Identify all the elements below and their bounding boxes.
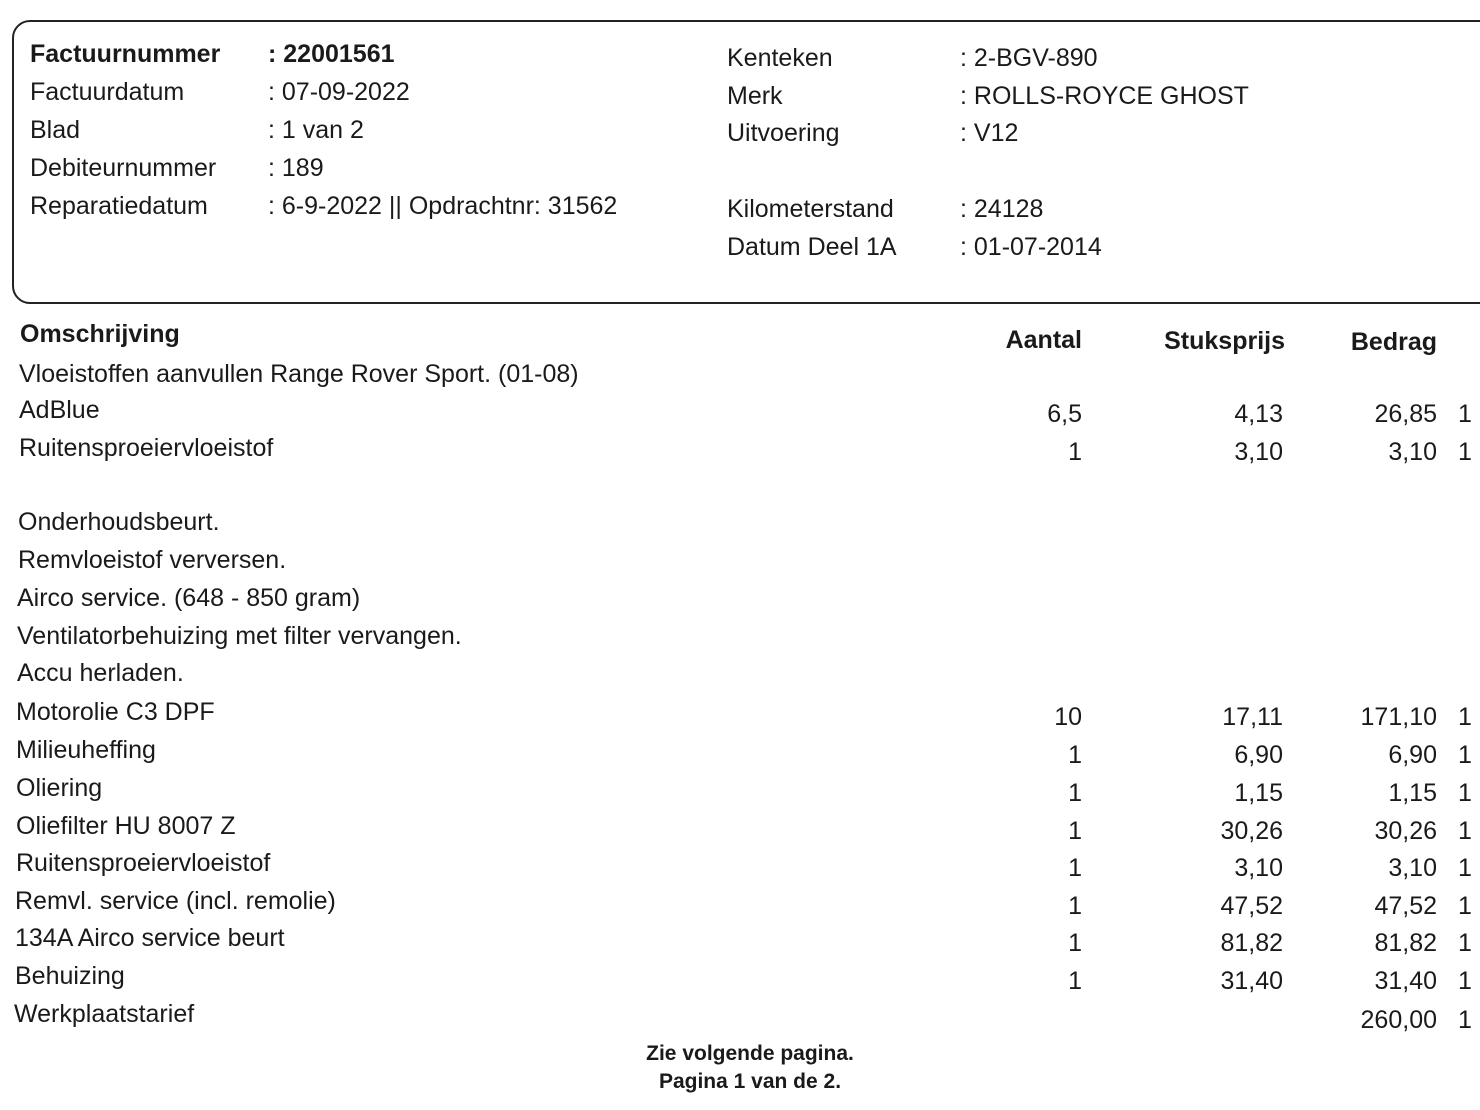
sheet-value: : 1 van 2 — [268, 116, 364, 144]
row-unit-price: 31,40 — [1220, 967, 1283, 995]
row-amount: 81,82 — [1374, 929, 1437, 957]
row-code: 1 — [1458, 817, 1472, 845]
table-row — [0, 584, 1480, 622]
row-description: Oliefilter HU 8007 Z — [16, 812, 236, 840]
table-row — [0, 887, 1480, 925]
table-row — [0, 622, 1480, 660]
brand-label: Merk — [727, 82, 783, 110]
table-row — [0, 849, 1480, 887]
row-description: Airco service. (648 - 850 gram) — [17, 584, 361, 612]
column-header-amount: Bedrag — [1350, 328, 1437, 356]
row-quantity: 6,5 — [1047, 400, 1082, 428]
registration-date-label: Datum Deel 1A — [727, 233, 897, 261]
column-header-quantity: Aantal — [1005, 326, 1082, 354]
debtor-number-label: Debiteurnummer — [30, 154, 217, 182]
row-amount: 47,52 — [1374, 892, 1437, 920]
invoice-number-value: : 22001561 — [268, 40, 395, 68]
row-amount: 1,15 — [1388, 779, 1437, 807]
row-unit-price: 6,90 — [1234, 741, 1283, 769]
row-quantity: 1 — [1068, 967, 1082, 995]
row-amount: 171,10 — [1360, 703, 1437, 731]
row-unit-price: 81,82 — [1220, 929, 1283, 957]
next-page-notice: Zie volgende pagina. — [646, 1042, 854, 1065]
invoice-date-value: : 07-09-2022 — [268, 78, 410, 106]
table-row — [0, 508, 1480, 546]
row-amount: 6,90 — [1388, 741, 1437, 769]
row-code: 1 — [1458, 929, 1472, 957]
row-amount: 3,10 — [1388, 854, 1437, 882]
table-row — [0, 962, 1480, 1000]
row-code: 1 — [1458, 703, 1472, 731]
table-row — [0, 698, 1480, 736]
model-variant-value: : V12 — [960, 119, 1019, 147]
page-indicator: Pagina 1 van de 2. — [658, 1070, 842, 1093]
row-description: Behuizing — [15, 962, 125, 990]
debtor-number-value: : 189 — [268, 154, 324, 182]
table-row — [0, 396, 1480, 434]
registration-date-value: : 01-07-2014 — [960, 233, 1102, 261]
table-row — [0, 659, 1480, 697]
row-code: 1 — [1458, 438, 1472, 466]
table-row — [0, 924, 1480, 962]
invoice-date-label: Factuurdatum — [30, 78, 185, 106]
row-code: 1 — [1458, 967, 1472, 995]
row-quantity: 1 — [1068, 854, 1082, 882]
table-row — [0, 1000, 1480, 1038]
row-quantity: 1 — [1068, 779, 1082, 807]
license-plate-label: Kenteken — [727, 44, 833, 72]
row-code: 1 — [1458, 854, 1472, 882]
row-quantity: 1 — [1068, 817, 1082, 845]
model-variant-label: Uitvoering — [727, 119, 840, 147]
row-amount: 3,10 — [1388, 438, 1437, 466]
row-amount: 30,26 — [1374, 817, 1437, 845]
column-header-description: Omschrijving — [20, 320, 180, 348]
row-unit-price: 17,11 — [1222, 703, 1283, 731]
table-row — [0, 360, 1480, 398]
row-quantity: 1 — [1068, 741, 1082, 769]
row-code: 1 — [1458, 1006, 1472, 1034]
row-description: Onderhoudsbeurt. — [18, 508, 220, 536]
sheet-label: Blad — [30, 116, 81, 144]
row-unit-price: 47,52 — [1220, 892, 1283, 920]
table-row — [0, 736, 1480, 774]
row-amount: 31,40 — [1374, 967, 1437, 995]
repair-date-label: Reparatiedatum — [30, 192, 208, 220]
row-description: Ventilatorbehuizing met filter vervangen. — [17, 622, 462, 650]
table-row — [0, 774, 1480, 812]
row-description: AdBlue — [19, 396, 100, 424]
row-code: 1 — [1458, 892, 1472, 920]
table-row — [0, 812, 1480, 850]
row-description: Accu herladen. — [17, 659, 184, 687]
license-plate-value: : 2-BGV-890 — [960, 44, 1098, 72]
row-unit-price: 3,10 — [1234, 854, 1283, 882]
row-code: 1 — [1458, 400, 1472, 428]
row-amount: 26,85 — [1374, 400, 1437, 428]
row-quantity: 10 — [1054, 703, 1082, 731]
mileage-label: Kilometerstand — [727, 195, 894, 223]
row-description: Remvl. service (incl. remolie) — [15, 887, 336, 915]
row-code: 1 — [1458, 779, 1472, 807]
repair-date-value: : 6-9-2022 || Opdrachtnr: 31562 — [268, 192, 618, 220]
row-description: Vloeistoffen aanvullen Range Rover Sport. (01-08) — [19, 360, 579, 388]
row-quantity: 1 — [1068, 438, 1082, 466]
row-description: Ruitensproeiervloeistof — [16, 849, 271, 877]
column-header-unit-price: Stuksprijs — [1164, 327, 1285, 355]
row-description: Remvloeistof verversen. — [18, 546, 287, 574]
row-unit-price: 30,26 — [1220, 817, 1283, 845]
row-unit-price: 4,13 — [1234, 400, 1283, 428]
brand-value: : ROLLS-ROYCE GHOST — [960, 82, 1249, 110]
row-description: Oliering — [16, 774, 103, 802]
row-unit-price: 3,10 — [1234, 438, 1283, 466]
row-description: 134A Airco service beurt — [15, 924, 285, 952]
row-description: Motorolie C3 DPF — [16, 698, 215, 726]
mileage-value: : 24128 — [960, 195, 1044, 223]
row-unit-price: 1,15 — [1234, 779, 1283, 807]
row-description: Milieuheffing — [16, 736, 156, 764]
row-amount: 260,00 — [1360, 1006, 1437, 1034]
row-code: 1 — [1458, 741, 1472, 769]
row-quantity: 1 — [1068, 929, 1082, 957]
row-quantity: 1 — [1068, 892, 1082, 920]
table-row — [0, 434, 1480, 472]
row-description: Ruitensproeiervloeistof — [19, 434, 274, 462]
invoice-number-label: Factuurnummer — [30, 40, 221, 68]
table-row — [0, 546, 1480, 584]
row-description: Werkplaatstarief — [14, 1000, 195, 1028]
